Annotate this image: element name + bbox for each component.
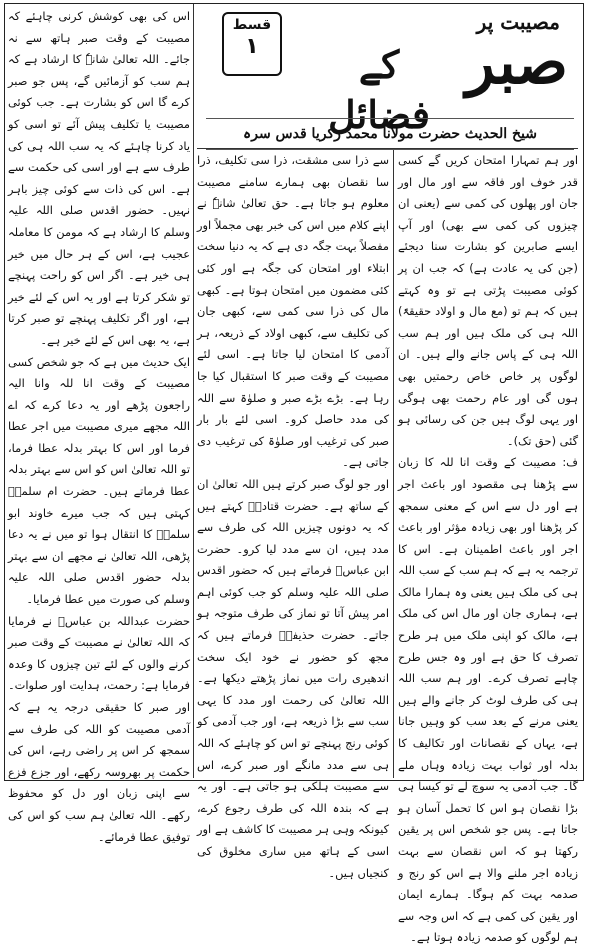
column-left [8,6,190,844]
column-divider [393,150,394,778]
paragraph: اس کی بھی کوشش کرنی چاہئے کہ مصیبت کے وقت صبر ہاتھ سے نہ جائے۔ اللہ تعالیٰ شانہٗ کا ارشاد ہے کہ ہم سب کو آزمائیں گے، پس جو صبر کرے گا اس کو بشارت ہے۔ جب کوئی مصیبت یا تکلیف پیش آئے تو اسی کو یاد کرنا چاہئے کہ یہ سب اللہ ہی کی طرف سے ہے اور اسی کی حکمت سے ہے۔ اس کی ذات سے کوئی چیز باہر نہیں۔ حضور اقدس صلی اللہ علیہ وسلم کا ارشاد ہے کہ مومن کا معاملہ عجیب ہے، اس کے ہر حال میں خیر ہی خیر ہے۔ اگر اس کو راحت پہنچے تو شکر کرتا ہے اور یہ اس کے لئے خیر ہے، اور اگر تکلیف پہنچے تو صبر کرتا ہے، یہ بھی اس کے لئے خیر ہے۔ [8,9,190,347]
paragraph: ف: مصیبت کے وقت انا للہ کا زبان سے پڑھنا ہی مقصود اور باعث اجر ہے اور دل سے اس کے معنی سمجھ کر پڑھنا اور بھی زیادہ مؤثر اور باعث اجر اور باعث اطمینان ہے۔ اس کا ترجمہ یہ ہے کہ ہم سب کے سب اللہ ہی کی ملک ہیں یعنی وہ ہمارا مالک ہے، ہماری جان اور مال اس کی ملک ہے، مالک کو اپنی ملک میں ہر طرح تصرف کا حق ہے اور وہ جس طرح چاہے تصرف کرے۔ اور ہم سب اللہ ہی کی طرف لوٹ کر جانے والے ہیں یعنی مرنے کے بعد سب کو وہیں جانا ہے، یہاں کے نقصانات اور تکالیف کا بدلہ اور ثواب بہت زیادہ وہاں ملے گا۔ جب آدمی یہ سوچ لے تو کیسا ہی بڑا نقصان ہو اس کا تحمل آسان ہو جاتا ہے۔ پس جو شخص اس پر یقین رکھتا ہو کہ اس نقصان سے بہت زیادہ اجر ملنے والا ہے اس کو رنج و صدمہ بہت کم ہوگا۔ ہمارے ایمان اور یقین کی کمی ہے کہ اس وجہ سے ہم لوگوں کو صدمہ زیادہ ہوتا ہے۔ [398,455,578,945]
title-main-word: صبر [465,28,568,98]
paragraph: اور جو لوگ صبر کرتے ہیں اللہ تعالیٰ ان کے ساتھ ہے۔ حضرت قتادہؒ کہتے ہیں کہ یہ دونوں چیزیں اللہ کی طرف سے مدد ہیں، ان سے مدد لیا کرو۔ حضرت ابن عباسؓ فرماتے ہیں کہ حضور اقدس صلی اللہ علیہ وسلم کو جب کوئی اہم امر پیش آتا تو نماز کی طرف متوجہ ہو جاتے۔ حضرت حذیفہؓ فرماتے ہیں کہ مجھ کو حضور نے خود ایک سخت اندھیری رات میں نماز پڑھتے دیکھا ہے۔ اللہ تعالیٰ کی رحمت اور مدد کا یہی سب سے بڑا ذریعہ ہے، اور جب آدمی کو کوئی رنج پہنچے تو اس کو چاہئے کہ اللہ ہی سے مدد مانگے اور صبر کرے، اس سے مصیبت ہلکی ہو جاتی ہے۔ اور یہ ہے کہ بندہ اللہ کی طرف رجوع کرے، کیونکہ وہی ہر مصیبت کا کاشف ہے اور اسی کے ہاتھ میں ساری مخلوق کی کنجیاں ہیں۔ [197,476,389,880]
column-right [398,150,578,945]
column-divider [193,4,194,778]
episode-number: ۱ [245,34,259,59]
paragraph: سے ذرا سی مشقت، ذرا سی تکلیف، ذرا سا نقصان بھی ہمارے سامنے مصیبت معلوم ہو جاتا ہے۔ حق تعالیٰ شانہٗ نے اپنے کلام میں اس کی خبر بھی مجملاً اور مفصلاً بہت جگہ دی ہے کہ یہ دنیا سخت ابتلاء اور امتحان کی جگہ ہے اور کئی کئی مضمون میں امتحان ہوتا ہے۔ کبھی مال کی ذرا سی کمی سے، کبھی جان کی تکلیف سے، کبھی اولاد کے ذریعہ، ہر آدمی کا امتحان لیا جاتا ہے۔ اسی لئے مصیبت کے وقت صبر کا استقبال کیا جا رہا ہے۔ بڑے بڑے صبر و صلوٰۃ سے اللہ کی مدد حاصل کرو۔ اسی لئے بار بار صبر کی ترغیب اور صلوٰۃ کی ترغیب دی جاتی ہے۔ [197,153,389,470]
paragraph: ایک حدیث میں ہے کہ جو شخص کسی مصیبت کے وقت انا للہ وانا الیہ راجعون پڑھے اور یہ دعا کرے کہ اے اللہ مجھے میری مصیبت میں اجر عطا فرما اور اس کا بہتر بدلہ عطا فرما، تو اللہ تعالیٰ اس کو اس سے بہتر بدلہ عطا فرماتے ہیں۔ حضرت ام سلمہؓ کہتی ہیں کہ جب میرے خاوند ابو سلمہؓ کا انتقال ہوا تو میں نے یہ دعا پڑھی، اللہ تعالیٰ نے مجھے ان سے بہتر بدلہ حضور اقدس صلی اللہ علیہ وسلم کی صورت میں عطا فرمایا۔ [8,354,190,607]
title-top: مصیبت پر [476,10,560,34]
article-header [200,6,578,146]
paragraph: حضرت عبداللہ بن عباسؓ نے فرمایا کہ اللہ تعالیٰ نے مصیبت کے وقت صبر کرنے والوں کے لئے تین چیزوں کا وعدہ فرمایا ہے: رحمت، ہدایت اور صلوات۔ اور صبر کا حقیقی درجہ یہ ہے کہ آدمی مصیبت کو اللہ کی طرف سے سمجھ کر اس پر راضی رہے، اس کی حکمت پر بھروسہ رکھے، اور جزع فزع سے اپنی زبان اور دل کو محفوظ رکھے۔ اللہ تعالیٰ ہم سب کو اس کی توفیق عطا فرمائے۔ [8,613,190,844]
column-middle [197,150,389,880]
paragraph: اور ہم تمہارا امتحان کریں گے کسی قدر خوف اور فاقہ سے اور مال اور جان اور پھلوں کی کمی سے (یعنی ان چیزوں کی کمی سے بھی) اور آپ ایسے صابرین کو بشارت سنا دیجئے (جن کی یہ عادت ہے) کہ جب ان پر کوئی مصیبت پڑتی ہے تو وہ کہتے ہیں کہ ہم تو (مع مال و اولاد حقیقۃً) اللہ ہی کی ملک ہیں اور ہم سب اللہ ہی کے پاس جانے والے ہیں۔ ان لوگوں پر خاص خاص رحمتیں بھی ہوں گی اور عام رحمت بھی ہوگی اور یہی لوگ ہیں جن کی رسائی ہو گئی (حق تک)۔ [398,153,578,448]
header-divider [197,148,578,149]
episode-badge [222,12,282,76]
episode-label: قسط [232,17,272,33]
title-rest: کے فضائل [327,42,431,137]
author-byline: شیخ الحدیث حضرت مولانا محمد زکریا قدس سرہ [206,118,574,150]
